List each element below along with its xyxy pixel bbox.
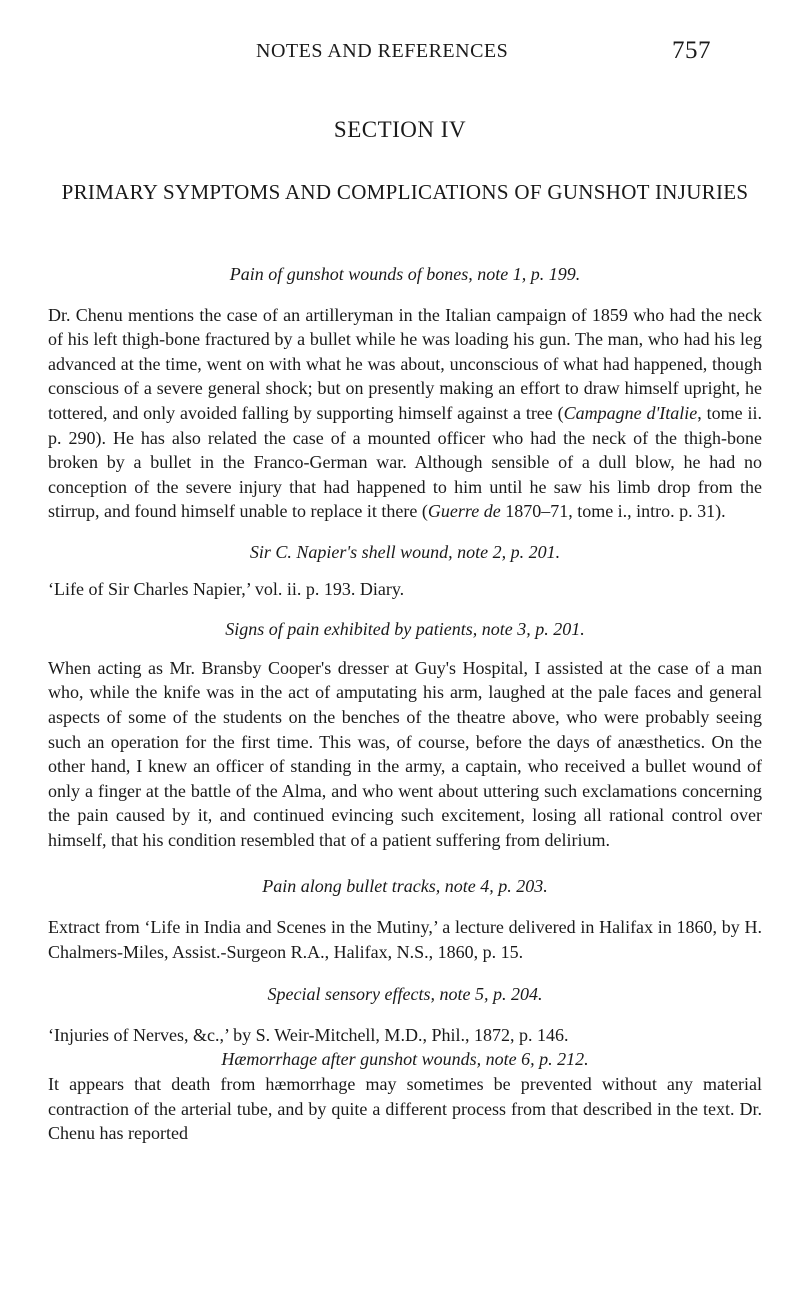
text-run: 1870–71, tome i., intro. p. 31).	[500, 501, 726, 522]
section-title: SECTION IV	[333, 117, 467, 142]
note-heading: Signs of pain exhibited by patients, note 3, p. 201.	[225, 619, 585, 640]
note-paragraph	[48, 656, 762, 853]
italic-title: Guerre de	[427, 501, 501, 522]
note-paragraph	[48, 1072, 762, 1146]
notes-body	[48, 262, 762, 1146]
text-run: ‘Life of Sir Charles Napier,’ vol. ii. p. 193. Diary.	[48, 578, 405, 599]
text-run: It appears that death from hæmorrhage may sometimes be prevented without any material contraction of the arterial tube, and by quite a different process from that described in the text. Dr. Chenu has reported	[48, 1074, 762, 1144]
main-heading: PRIMARY SYMPTOMS AND COMPLICATIONS OF GUNSHOT INJURIES	[61, 180, 749, 204]
note-heading: Hæmorrhage after gunshot wounds, note 6, p. 212.	[221, 1049, 589, 1070]
note-paragraph	[48, 915, 762, 964]
note-paragraph	[48, 303, 762, 524]
running-head-title: NOTES AND REFERENCES	[256, 40, 509, 62]
note-heading: Pain along bullet tracks, note 4, p. 203.	[262, 876, 548, 897]
text-run: When acting as Mr. Bransby Cooper's dresser at Guy's Hospital, I assisted at the case of a man who, while the knife was in the act of amputating his arm, laughed at the pale faces and general aspects of some of the students on the benches of the theatre above, who were probably seeing such an operation for the first time. This was, of course, before the days of anæsthetics. On the other hand, I knew an officer of standing in the army, a captain, who received a bullet wound of only a finger at the battle of the Alma, and who went about uttering such exclamations concerning the pain caused by it, and continued evincing such excitement, losing all rational control over himself, that his condition resembled that of a patient suffering from delirium.	[48, 657, 762, 850]
text-run: Extract from ‘Life in India and Scenes in the Mutiny,’ a lecture delivered in Halifax in 1860, by H. Chalmers-Miles, Assist.-Surgeon R.A., Halifax, N.S., 1860, p. 15.	[48, 917, 762, 962]
page-number: 757	[672, 37, 711, 64]
note-heading: Pain of gunshot wounds of bones, note 1, p. 199.	[229, 264, 581, 284]
note-paragraph	[48, 577, 762, 602]
note-heading: Sir C. Napier's shell wound, note 2, p. 201.	[249, 541, 561, 562]
text-run: , tome ii. p. 290). He has also related the case of a mounted officer who had the neck of the thigh-bone broken by a bullet in the Franco-German war. Although sensible of a dull blow, he had no conception of the severe injury that had happened to him until he saw his limb drop from the stirrup, and found himself unable to replace it there (	[48, 402, 762, 522]
text-run: Dr. Chenu mentions the case of an artilleryman in the Italian campaign of 1859 who had the neck of his left thigh-bone fractured by a bullet while he was loading his gun. The man, who had his leg advanced at the time, went on with what he was about, unconscious of what had happened, though conscious of a severe general shock; but on presently making an effort to draw himself upright, he tottered, and only avoided falling by supporting himself against a tree (	[48, 304, 762, 423]
note-paragraph	[48, 1023, 762, 1048]
italic-title: Campagne d'Italie	[563, 402, 698, 423]
text-run: ‘Injuries of Nerves, &c.,’ by S. Weir-Mitchell, M.D., Phil., 1872, p. 146.	[48, 1024, 569, 1045]
note-heading: Special sensory effects, note 5, p. 204.	[267, 984, 543, 1005]
